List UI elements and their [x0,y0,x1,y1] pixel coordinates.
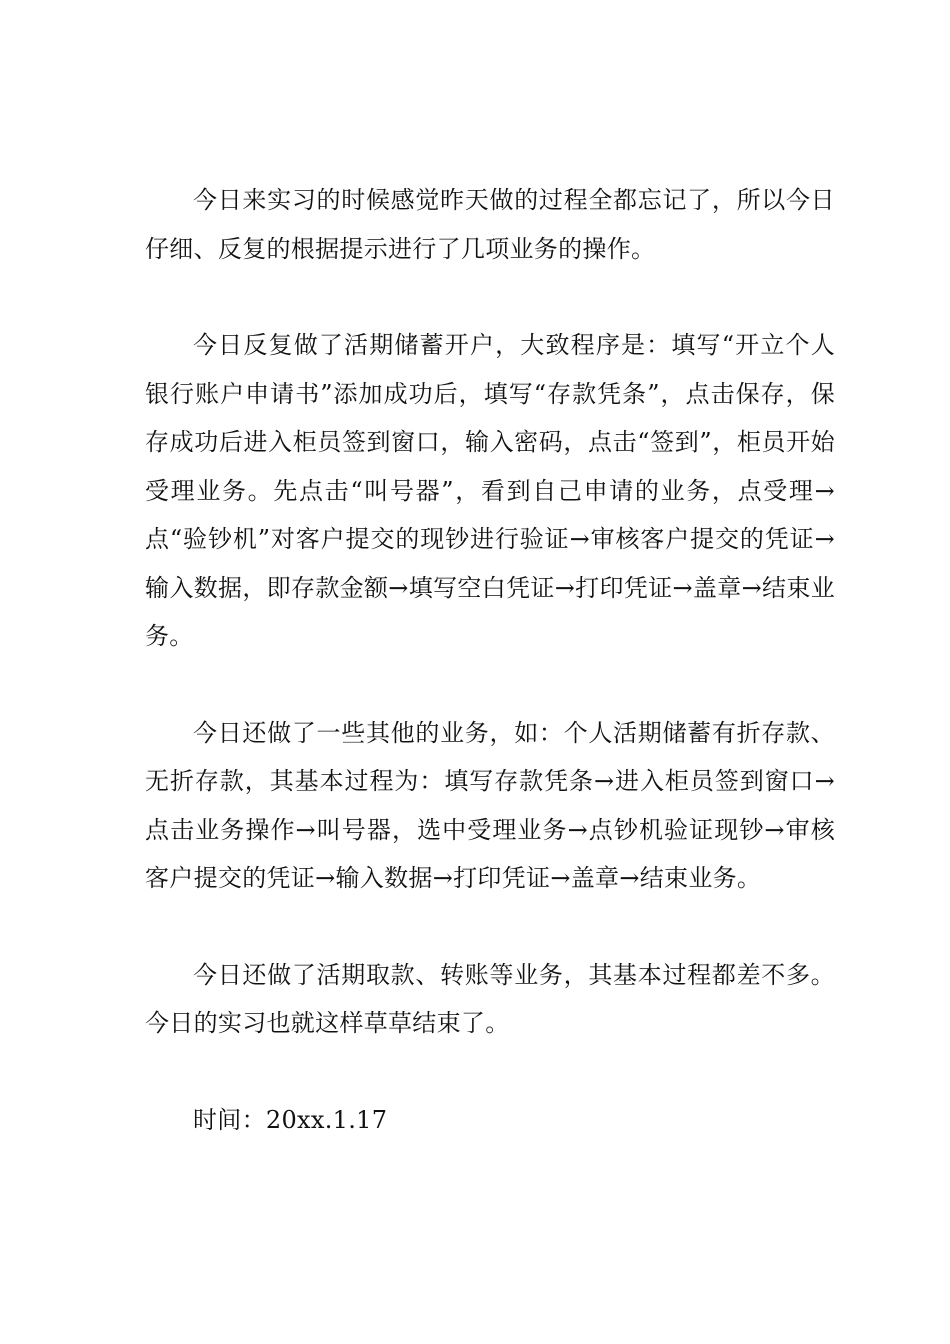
document-body [145,176,835,1192]
paragraph-4: 今日还做了活期取款、转账等业务，其基本过程都差不多。今日的实习也就这样草草结束了。 [145,960,835,1037]
paragraph-3: 今日还做了一些其他的业务，如：个人活期储蓄有折存款、无折存款，其基本过程为：填写存款凭条→进入柜员签到窗口→点击业务操作→叫号器，选中受理业务→点钞机验证现钞→审核客户提交的凭证→输入数据→打印凭证→盖章→结束业务。 [145,718,835,892]
date-line: 时间：20xx.1.17 [193,1105,388,1134]
paragraph-1: 今日来实习的时候感觉昨天做的过程全都忘记了，所以今日仔细、反复的根据提示进行了几项业务的操作。 [145,186,835,263]
paragraph-2: 今日反复做了活期储蓄开户，大致程序是：填写“开立个人银行账户申请书”添加成功后，填写“存款凭条”，点击保存，保存成功后进入柜员签到窗口，输入密码，点击“签到”，柜员开始受理业务。先点击“叫号器”，看到自己申请的业务，点受理→点“验钞机”对客户提交的现钞进行验证→审核客户提交的凭证→输入数据，即存款金额→填写空白凭证→打印凭证→盖章→结束业务。 [145,331,835,650]
